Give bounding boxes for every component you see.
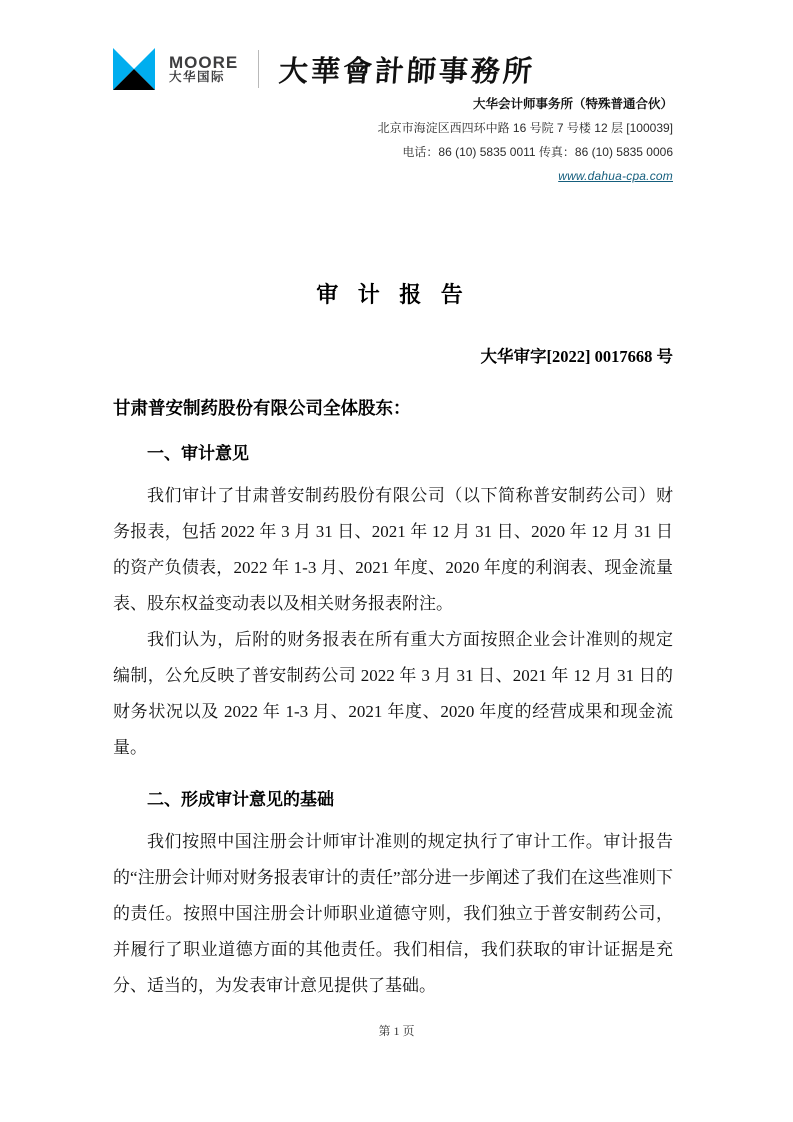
brand-text	[169, 54, 238, 85]
section-heading-basis: 二、形成审计意见的基础	[147, 790, 334, 809]
address-line: 北京市海淀区西四环中路 16 号院 7 号楼 12 层 [100039]	[377, 121, 673, 135]
brand-name: MOORE	[169, 52, 239, 72]
brand-divider	[258, 50, 259, 88]
paragraph: 我们认为，后附的财务报表在所有重大方面按照企业会计准则的规定编制，公允反映了普安制药公司 2022 年 3 月 31 日、2021 年 12 月 31 日的财务状况以及 2022 年 1-3 月、2021 年度、2020 年度的经营成果和现金流量。	[113, 630, 673, 757]
paragraph: 我们审计了甘肃普安制药股份有限公司（以下简称普安制药公司）财务报表，包括 2022 年 3 月 31 日、2021 年 12 月 31 日、2020 年 12 月 31 日的资产负债表，2022 年 1-3 月、2021 年度、2020 年度的利润表、现金流量表、股东权益变动表以及相关财务报表附注。	[113, 486, 673, 613]
phone-fax-line: 电话：86 (10) 5835 0011 传真：86 (10) 5835 0006	[402, 145, 673, 159]
report-body	[113, 278, 673, 1004]
letterhead	[113, 48, 673, 90]
addressee-line: 甘肃普安制药股份有限公司全体股东：	[113, 398, 411, 418]
page-number: 第 1 页	[378, 1024, 415, 1038]
moore-logo-icon	[113, 48, 155, 90]
brand-row	[113, 48, 673, 90]
report-title: 审 计 报 告	[316, 282, 470, 307]
paragraph: 我们按照中国注册会计师审计准则的规定执行了审计工作。审计报告的“注册会计师对财务报表审计的责任”部分进一步阐述了我们在这些准则下的责任。按照中国注册会计师职业道德守则，我们独立于普安制药公司，并履行了职业道德方面的其他责任。我们相信，我们获取的审计证据是充分、适当的，为发表审计意见提供了基础。	[113, 832, 673, 995]
contact-block	[378, 92, 673, 188]
website-link[interactable]: www.dahua-cpa.com	[558, 169, 673, 183]
brand-subtitle: 大华国际	[169, 70, 226, 85]
section-heading-opinion: 一、审计意见	[147, 444, 249, 463]
firm-name-line: 大华会计师事务所（特殊普通合伙）	[472, 97, 673, 111]
firm-calligraphy-name: 大華會計師事務所	[277, 55, 537, 88]
reference-number: 大华审字[2022] 0017668 号	[480, 347, 673, 366]
website-line	[378, 164, 673, 188]
